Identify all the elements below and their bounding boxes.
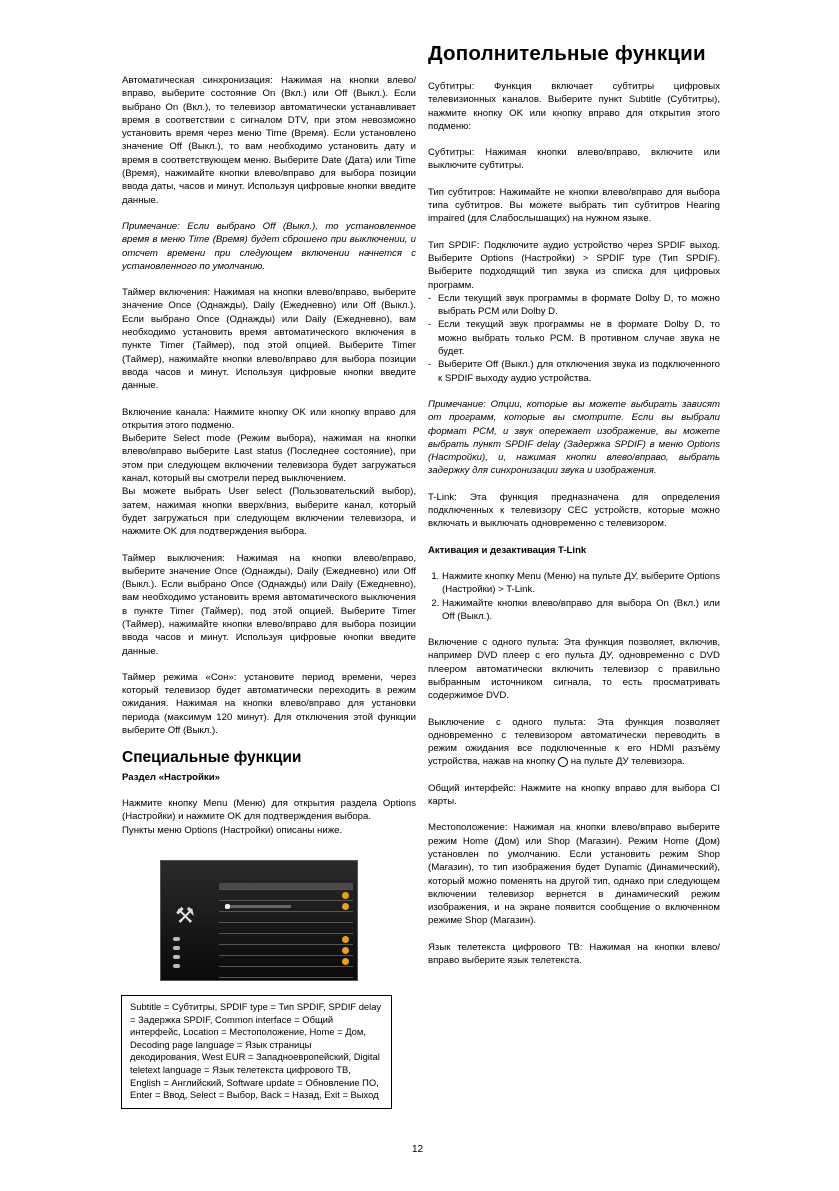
system-standby-text-end: на пульте ДУ телевизора. (570, 756, 685, 768)
category-dot-icon (173, 946, 180, 950)
menu-row (219, 901, 353, 912)
info-icon (342, 892, 349, 899)
list-item: 1. Нажмите кнопку Menu (Меню) на пульте ДУ, выберите Options (Настройки) > T-Link. (442, 570, 720, 597)
menu-row (219, 923, 353, 934)
tlink-paragraph: T-Link: Эта функция предназначена для определения подключенных к телевизору CEC устройств, которые можно включать и выключать одновременно с телевизором. (428, 491, 720, 530)
auto-sync-paragraph: Автоматическая синхронизация: Нажимая на кнопки влево/вправо, выберите состояние On (Вкл.) или Off (Выкл.). Если выбрано On (Вкл.), то телевизор автоматически устанавливает время в соответствии с сигналом DTV, при этом невозможно установить время через меню Time (Время). Если установлено значение Off (Выкл.), то вам необходимо установить дату и время в соответствующем меню. Выберите Date (Дата) или Time (Время), нажимайте кнопки влево/вправо для выбора позиции ввода даты, часов и минут. Используя цифровые кнопки введите данные. (122, 75, 416, 206)
tlink-steps-list (428, 570, 720, 623)
menu-category-icons (173, 937, 180, 973)
menu-open-paragraph: Нажмите кнопку Menu (Меню) для открытия раздела Options (Настройки) и нажмите OK для подтверждения выбора. (122, 797, 416, 823)
one-touch-play-paragraph: Включение с одного пульта: Эта функция позволяет, включив, например DVD плеер с его пульта ДУ, одновременно с DVD плеером автоматически включить телевизор с правильно выбранным источником сигнала, то есть просматривать содержимое DVD. (428, 637, 720, 702)
tools-icon: ⚒ (175, 903, 195, 928)
category-dot-icon (173, 937, 180, 941)
category-dot-icon (173, 964, 180, 968)
teletext-language-paragraph: Язык телетекста цифрового ТВ: Нажимая на кнопки влево/вправо выберите язык телетекста. (428, 941, 720, 967)
category-dot-icon (173, 955, 180, 959)
list-item: - Если текущий звук программы не в формате Dolby D, то можно выбрать только PCM. В противном случае звука не будет. (428, 318, 720, 358)
menu-row (219, 934, 353, 945)
on-timer-paragraph: Таймер включения: Нажимая на кнопки влево/вправо, выберите значение Once (Однажды), Daily (Ежедневно) или Off (Выкл.). Если выбрано Once (Однажды) или Daily (Ежедневно), вам необходимо установить время автоматического включения в пункте Timer (Таймер), под этой опцией. Выберите Timer (Таймер), нажимайте кнопки влево/вправо для выбора позиции ввода часов и минут. Используя цифровые кнопки введите данные. (122, 287, 416, 392)
sleep-timer-paragraph: Таймер режима «Сон»: установите период времени, через который телевизор будет автоматически переходить в режим ожидания. Нажимая на кнопки влево/вправо для установки периода (максимум 120 минут). Для отключения этой функции выберите Off (Выкл.). (122, 671, 416, 737)
menu-row (219, 912, 353, 923)
list-item: - Выберите Off (Выкл.) для отключения звука из подключенного к SPDIF выходу аудио устройства. (428, 358, 720, 385)
subsection-title: Раздел «Настройки» (122, 771, 220, 783)
section-title: Специальные функции (122, 749, 302, 767)
power-on-channel-paragraph (122, 406, 416, 433)
subtitles-toggle-paragraph: Субтитры: Нажимая кнопки влево/вправо, включите или выключите субтитры. (428, 147, 720, 172)
off-timer-paragraph: Таймер выключения: Нажимая на кнопки влево/вправо, выберите значение Once (Однажды), Daily (Ежедневно) или Off (Выкл.). Если выбрано Once (Однажды) или Daily (Ежедневно), вам необходимо установить время автоматического выключения в пункте Timer (Таймер), под этой опцией. Выберите Timer (Таймер), нажимайте кнопки влево/вправо для выбора позиции ввода часов и минут. Используя цифровые кнопки введите данные. (122, 552, 416, 657)
system-standby-paragraph (428, 716, 720, 769)
page-title: Дополнительные функции (428, 42, 706, 65)
power-on-channel-text: Включение канала: Нажмите кнопку OK или кнопку вправо для открытия этого подменю. (122, 406, 416, 431)
menu-row (219, 945, 353, 956)
spdif-note-paragraph: Примечание: Опции, которые вы можете выбирать зависят от программ, которые вы смотрите. Если вы выбрали формат PCM, и звук опережает изображение, вы можете выбрать пункт SPDIF delay (Задержка SPDIF) в меню Options (Настройки), и, нажимая кнопки влево/вправо, выбрать задержку для синхронизации звука и изображения. (428, 398, 720, 477)
menu-items-paragraph: Пункты меню Options (Настройки) описаны ниже. (122, 824, 343, 836)
power-icon (558, 757, 568, 767)
menu-row (219, 956, 353, 967)
list-item: 2. Нажимайте кнопки влево/вправо для выбора On (Вкл.) или Off (Выкл.). (442, 597, 720, 624)
common-interface-paragraph: Общий интерфейс: Нажмите на кнопку вправо для выбора CI карты. (428, 782, 720, 808)
subtitle-type-paragraph: Тип субтитров: Нажимайте не кнопки влево/вправо для выбора типа субтитров. Вы можете выбрать тип субтитров Hearing impaired (для Слабослышащих) на нужном языке. (428, 186, 720, 225)
menu-row (219, 883, 353, 890)
tlink-activation-title: Активация и дезактивация T-Link (428, 544, 587, 556)
location-paragraph: Местоположение: Нажимая на кнопки влево/вправо выберите режим Home (Дом) или Shop (Магазин). Режим Home (Дом) установлен по умолчанию. Если установить режим Shop (Магазин), то тип изображения будет Dynamic (Динамический), который можно поменять на другой тип, однако при следующем включении телевизор вернется в динамический режим изображения, и на экране появится сообщение о включенном режиме Shop (Магазин). (428, 822, 720, 927)
options-menu-screenshot (160, 860, 358, 981)
note-paragraph: Примечание: Если выбрано Off (Выкл.), то установленное время в меню Time (Время) будет сброшено при выключении, и отсчет времени при следующем включении начнется с установленного по умолчанию. (122, 220, 416, 272)
right-column (428, 80, 720, 980)
menu-row (219, 967, 353, 978)
list-item: - Если текущий звук программы в формате Dolby D, то можно выбрать PCM или Dolby D. (428, 292, 720, 319)
info-icon (342, 947, 349, 954)
info-icon (342, 903, 349, 910)
slider-knob (225, 904, 230, 909)
left-column (122, 74, 416, 850)
translation-legend: Subtitle = Субтитры, SPDIF type = Тип SPDIF, SPDIF delay = Задержка SPDIF, Common interface = Общий интерфейс, Location = Местоположение, Home = Дом, Decoding page language = Язык страницы декодирования, West EUR = Западноевропейский, Digital teletext language = Язык телетекста цифрового ТВ, English = Английский, Software update = Обновление ПО, Enter = Ввод, Select = Выбор, Back = Назад, Exit = Выход (121, 995, 392, 1109)
slider-bar (225, 905, 291, 908)
page-number: 12 (412, 1144, 424, 1155)
user-select-paragraph: Вы можете выбрать User select (Пользовательский выбор), затем, нажимая кнопки вверх/вниз, выберите канал, который будет загружаться при следующем включении телевизора, и нажмите OK для подтверждения выбора. (122, 486, 416, 538)
subtitles-paragraph: Субтитры: Функция включает субтитры цифровых телевизионных каналов. Выберите пункт Subtitle (Субтитры), нажмите кнопку OK или кнопку вправо для открытия этого подменю: (428, 81, 720, 132)
options-menu-list (219, 883, 353, 978)
system-standby-text: Выключение с одного пульта: Эта функция позволяет одновременно с телевизором автоматически переводить в режим ожидания все подключенные к его HDMI разъёму устройства, нажав на кнопку (428, 716, 720, 768)
info-icon (342, 958, 349, 965)
spdif-options-list (428, 292, 720, 385)
select-mode-paragraph: Выберите Select mode (Режим выбора), нажимая на кнопки влево/вправо выберите Last status (Последнее состояние), при этом при следующем включении телевизора будет загружаться канал, который вы смотрели перед выключением. (122, 433, 416, 485)
info-icon (342, 936, 349, 943)
spdif-type-paragraph: Тип SPDIF: Подключите аудио устройство через SPDIF выход. Выберите Options (Настройки) > SPDIF type (Тип SPDIF). Выберите подходящий тип звука из списка для цифровых программ. (428, 239, 720, 291)
menu-row (219, 890, 353, 901)
